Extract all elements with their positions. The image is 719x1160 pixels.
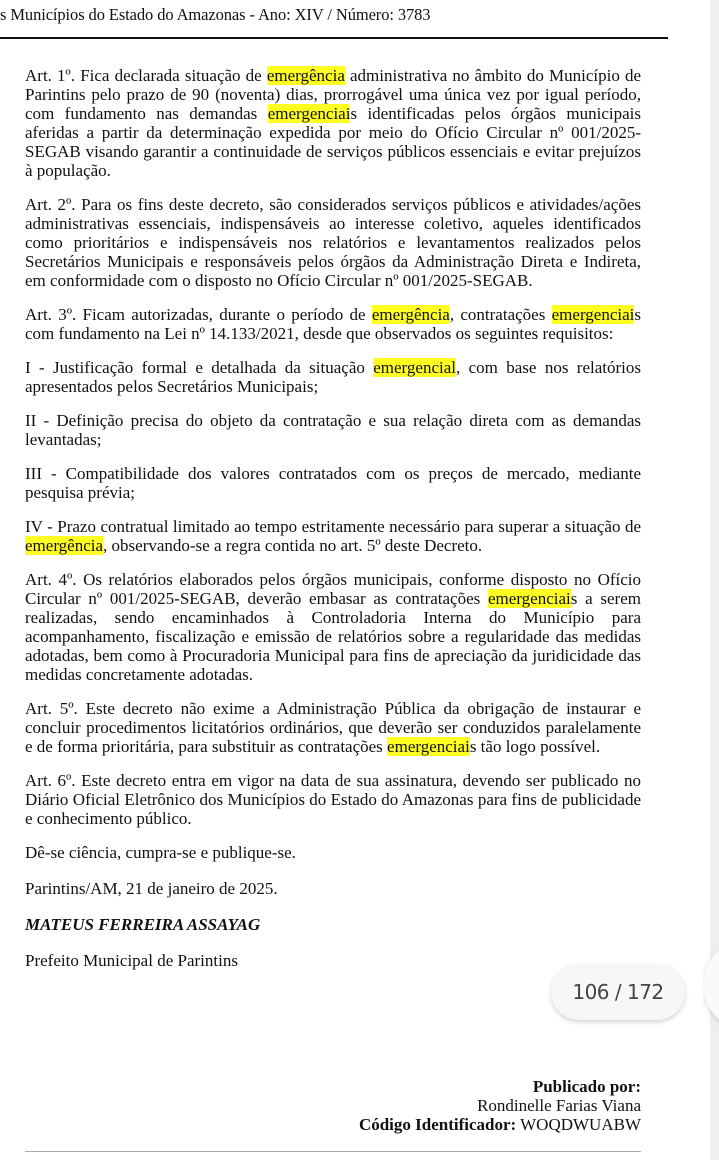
- publisher-name: Rondinelle Farias Viana: [477, 1096, 641, 1115]
- article-paragraph: [25, 66, 641, 180]
- closing-formula: Dê-se ciência, cumpra-se e publique-se.: [25, 843, 296, 862]
- article-text: , observando-se a regra contida no art. 5º deste Decreto.: [103, 536, 483, 555]
- article-text: II - Definição precisa do objeto da contratação e sua relação direta com as demandas levantadas;: [25, 411, 641, 449]
- header-divider: [0, 37, 668, 39]
- search-highlight: emergência: [371, 305, 450, 324]
- signer-title: Prefeito Municipal de Parintins: [25, 951, 238, 970]
- code-label: Código Identificador:: [358, 1115, 517, 1134]
- article-paragraph: [25, 570, 641, 684]
- article-text: s tão logo possível.: [469, 737, 601, 756]
- article-text: Art. 1º. Fica declarada situação de: [25, 66, 267, 85]
- article-text: IV - Prazo contratual limitado ao tempo estritamente necessário para superar a situação de: [25, 517, 641, 536]
- article-text: , com base nos relatórios apresentados pelos Secretários Municipais;: [25, 358, 642, 396]
- search-highlight: emergência: [25, 536, 104, 555]
- search-highlight: emergência: [266, 66, 345, 85]
- articles-list: [25, 66, 641, 828]
- search-highlight: emergencial: [373, 358, 456, 377]
- footer-divider: [25, 1151, 641, 1152]
- article-paragraph: [25, 358, 641, 396]
- article-paragraph: [25, 699, 641, 756]
- article-text: s com fundamento na Lei nº 14.133/2021, desde que observados os seguintes requisitos:: [25, 305, 642, 343]
- decree-body: [25, 66, 641, 985]
- article-paragraph: [25, 411, 641, 449]
- code-value: WOQDWUABW: [520, 1115, 641, 1134]
- search-highlight: emergenciai: [551, 305, 635, 324]
- article-text: Art. 6º. Este decreto entra em vigor na data de sua assinatura, devendo ser publicado no Diário Oficial Eletrônico dos Municípios do Estado do Amazonas para fins de publicidade e conhecimento público.: [25, 771, 641, 828]
- floating-action-button[interactable]: [703, 940, 719, 1030]
- article-text: III - Compatibilidade dos valores contratados com os preços de mercado, mediante pesquisa prévia;: [25, 464, 641, 502]
- article-text: s a serem realizadas, sendo encaminhados à Controladoria Interna do Município para acompanhamento, fiscalização e emissão de relatórios sobre a regularidade das medidas adotadas, bem como à Procuradoria Municipal para fins de apreciação da juridicidade das medidas concretamente adotadas.: [25, 589, 641, 684]
- page-indicator: 106 / 172: [551, 964, 685, 1020]
- article-text: I - Justificação formal e detalhada da situação: [25, 358, 374, 377]
- running-header: s Municípios do Estado do Amazonas - Ano: XIV / Número: 3783: [0, 5, 431, 24]
- article-text: Art. 5º. Este decreto não exime a Administração Pública da obrigação de instaurar e concluir procedimentos licitatórios ordinários, que deverão ser conduzidos paralelamente e de forma prioritária, para substituir as contratações: [25, 699, 641, 756]
- publication-block: [300, 1077, 641, 1134]
- search-highlight: emergenciai: [387, 737, 470, 756]
- article-text: Art. 4º. Os relatórios elaborados pelos órgãos municipais, conforme disposto no Ofício Circular nº 001/2025-SEGAB, deverão embasar as contratações: [25, 570, 641, 608]
- article-paragraph: [25, 464, 641, 502]
- article-paragraph: [25, 195, 641, 290]
- article-text: , contratações: [449, 305, 552, 324]
- article-text: s identificadas pelos órgãos municipais aferidas a partir da determinação expedida por meio do Ofício Circular nº 001/2025-SEGAB visando garantir a continuidade de serviços públicos essenciais e evitar prejuízos à população.: [25, 104, 641, 180]
- article-text: Art. 3º. Ficam autorizadas, durante o período de: [25, 305, 372, 324]
- place-date: Parintins/AM, 21 de janeiro de 2025.: [25, 879, 278, 898]
- signer-name: MATEUS FERREIRA ASSAYAG: [25, 915, 261, 934]
- search-highlight: emergenciai: [488, 589, 571, 608]
- article-text: Art. 2º. Para os fins deste decreto, são considerados serviços públicos e atividades/ações administrativas essenciais, indispensáveis ao interesse coletivo, aqueles identificados como prioritários e indispensáveis nos relatórios e levantamentos realizados pelos Secretários Municipais e responsáveis pelos órgãos da Administração Direta e Indireta, em conformidade com o disposto no Ofício Circular nº 001/2025-SEGAB.: [25, 195, 641, 290]
- article-paragraph: [25, 517, 641, 555]
- published-by-label: Publicado por:: [532, 1077, 641, 1096]
- article-paragraph: [25, 305, 641, 343]
- search-highlight: emergenciai: [267, 104, 351, 123]
- article-paragraph: [25, 771, 641, 828]
- floating-action-button-container: [703, 940, 719, 1036]
- article-text: administrativa no âmbito do Município de Parintins pelo prazo de 90 (noventa) dias, prorrogável uma única vez por igual período, com fundamento nas demandas: [25, 66, 641, 123]
